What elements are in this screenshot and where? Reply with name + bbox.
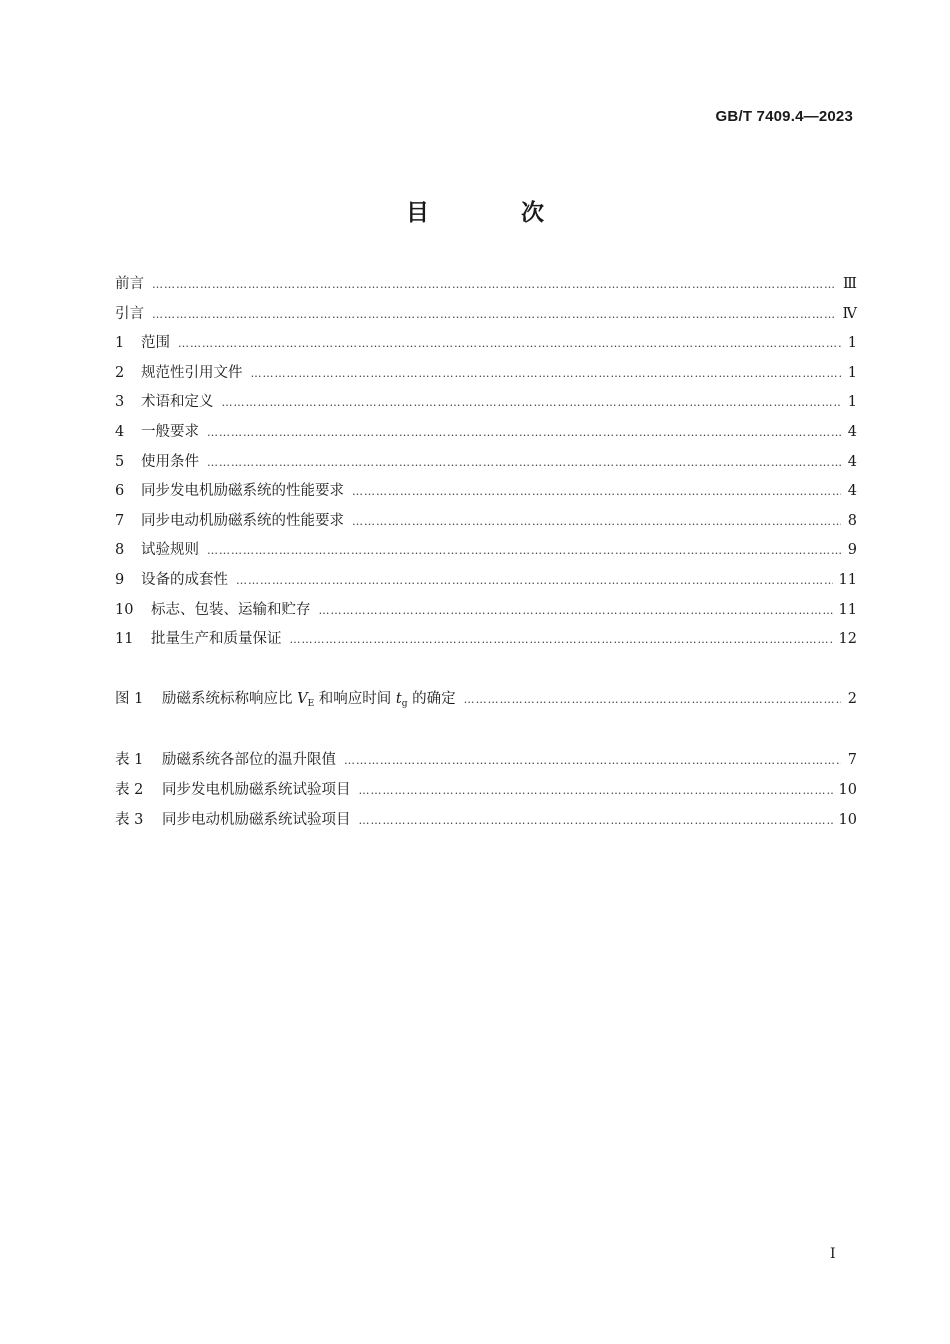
dot-leader: [352, 485, 841, 498]
toc-entry[interactable]: [115, 302, 857, 332]
figure-number: 图 1: [115, 690, 144, 707]
entry-number: 2: [115, 364, 125, 381]
dot-leader: [152, 278, 837, 291]
entry-title: 引言: [115, 305, 144, 322]
entry-title: 一般要求: [141, 423, 199, 440]
entry-number: 11: [115, 631, 134, 648]
entry-number: 表 1: [115, 752, 144, 769]
page-ref: 7: [847, 752, 857, 769]
entry-title: 前言: [115, 276, 144, 292]
dot-leader: [222, 396, 842, 409]
entry-number: 表 2: [115, 781, 144, 798]
toc-table-entry[interactable]: [115, 748, 857, 778]
page-ref: 4: [847, 423, 857, 440]
entry-number: 7: [115, 512, 125, 529]
page-number: I: [830, 1246, 836, 1262]
figure-title: 励磁系统标称响应比 $V_E$ 和响应时间 $t_g$ 的确定: [162, 690, 456, 709]
entry-number: 3: [115, 394, 125, 411]
entry-title: 范围: [141, 335, 170, 352]
entry-title: 规范性引用文件: [141, 364, 243, 381]
dot-leader: [207, 426, 841, 439]
entry-title: 使用条件: [141, 453, 199, 470]
standard-code: GB/T 7409.4—2023: [715, 108, 853, 125]
toc-title: 目 次: [405, 199, 586, 226]
toc-entry[interactable]: [115, 509, 857, 539]
entry-title: 同步发电机励磁系统试验项目: [162, 781, 351, 798]
entry-number: 8: [115, 542, 125, 559]
entry-title: 励磁系统各部位的温升限值: [162, 752, 336, 769]
toc-table-entry[interactable]: [115, 778, 857, 808]
dot-leader: [290, 633, 833, 646]
dot-leader: [152, 308, 837, 321]
toc-entry[interactable]: [115, 627, 857, 657]
toc-entry[interactable]: [115, 420, 857, 450]
page-ref: Ⅳ: [842, 305, 857, 322]
dot-leader: [319, 604, 833, 617]
table-of-contents: [115, 272, 857, 837]
toc-entry[interactable]: [115, 450, 857, 480]
page-ref: 4: [847, 453, 857, 470]
dot-leader: [464, 693, 841, 706]
toc-entry[interactable]: [115, 598, 857, 628]
page-ref: 1: [847, 364, 857, 381]
dot-leader: [251, 367, 842, 380]
page-ref: 11: [838, 571, 857, 588]
page-ref: 1: [847, 394, 857, 411]
entry-number: 9: [115, 571, 125, 588]
dot-leader: [207, 544, 841, 557]
table-list: [115, 748, 857, 837]
entry-number: 10: [115, 601, 134, 618]
dot-leader: [352, 515, 841, 528]
toc-figure-entry[interactable]: [115, 687, 857, 717]
figure-list: [115, 687, 857, 717]
toc-table-entry[interactable]: [115, 808, 857, 838]
dot-leader: [344, 754, 841, 767]
page-ref: 10: [838, 811, 857, 828]
toc-entry[interactable]: [115, 331, 857, 361]
toc-entry[interactable]: [115, 361, 857, 391]
toc-entry[interactable]: [115, 272, 857, 302]
dot-leader: [359, 784, 833, 797]
entry-title: 设备的成套性: [141, 571, 228, 588]
page-ref: 2: [847, 690, 857, 707]
page-ref: 9: [847, 542, 857, 559]
dot-leader: [236, 574, 833, 587]
page-ref: 10: [838, 781, 857, 798]
entry-number: 5: [115, 453, 125, 470]
toc-entry[interactable]: [115, 568, 857, 598]
entry-title: 术语和定义: [141, 394, 214, 411]
page-ref: 1: [847, 335, 857, 352]
toc-entry[interactable]: [115, 538, 857, 568]
entry-title: 同步发电机励磁系统的性能要求: [141, 483, 344, 500]
dot-leader: [207, 456, 841, 469]
page-ref: 4: [847, 483, 857, 500]
entry-number: 6: [115, 483, 125, 500]
dot-leader: [359, 814, 833, 827]
toc-entry[interactable]: [115, 479, 857, 509]
entry-number: 表 3: [115, 811, 144, 828]
page-ref: Ⅲ: [843, 276, 857, 292]
page-ref: 11: [838, 601, 857, 618]
entry-title: 同步电动机励磁系统的性能要求: [141, 512, 344, 529]
entry-title: 批量生产和质量保证: [151, 631, 282, 648]
toc-entry[interactable]: [115, 390, 857, 420]
page-ref: 12: [838, 631, 857, 648]
entry-title: 试验规则: [141, 542, 199, 559]
entry-title: 标志、包装、运输和贮存: [151, 601, 311, 618]
entry-number: 1: [115, 335, 125, 352]
entry-title: 同步电动机励磁系统试验项目: [162, 811, 351, 828]
entry-number: 4: [115, 423, 125, 440]
chapter-list: [115, 272, 857, 657]
dot-leader: [178, 337, 841, 350]
page-ref: 8: [847, 512, 857, 529]
